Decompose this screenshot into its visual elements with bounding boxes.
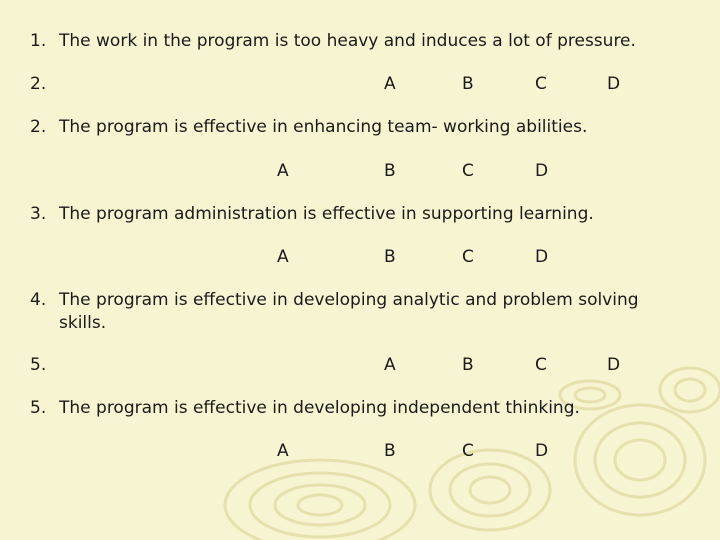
item-text: The program is effective in enhancing team- working abilities.	[59, 117, 588, 137]
option-a[interactable]: A	[384, 355, 396, 375]
option-b[interactable]: B	[384, 161, 396, 181]
option-b[interactable]: B	[384, 247, 396, 267]
option-d[interactable]: D	[607, 355, 621, 375]
option-d[interactable]: D	[535, 161, 549, 181]
item-number: 4.	[30, 290, 47, 310]
option-c[interactable]: C	[462, 161, 474, 181]
option-c[interactable]: C	[535, 355, 547, 375]
item-text: The work in the program is too heavy and induces a lot of pressure.	[59, 31, 636, 51]
option-a[interactable]: A	[384, 74, 396, 94]
item-number: 2.	[30, 74, 47, 94]
item-number: 3.	[30, 204, 47, 224]
option-a[interactable]: A	[277, 247, 289, 267]
option-d[interactable]: D	[607, 74, 621, 94]
option-b[interactable]: B	[462, 355, 474, 375]
item-number: 2.	[30, 117, 47, 137]
item-text: The program is effective in developing analytic and problem solving	[59, 290, 639, 310]
option-c[interactable]: C	[462, 441, 474, 461]
item-number: 5.	[30, 355, 47, 375]
option-d[interactable]: D	[535, 441, 549, 461]
option-c[interactable]: C	[462, 247, 474, 267]
option-c[interactable]: C	[535, 74, 547, 94]
item-number: 1.	[30, 31, 47, 51]
option-b[interactable]: B	[462, 74, 474, 94]
option-b[interactable]: B	[384, 441, 396, 461]
option-a[interactable]: A	[277, 161, 289, 181]
option-a[interactable]: A	[277, 441, 289, 461]
option-d[interactable]: D	[535, 247, 549, 267]
item-text: The program is effective in developing independent thinking.	[59, 398, 580, 418]
item-text-continued: skills.	[59, 313, 107, 333]
item-number: 5.	[30, 398, 47, 418]
item-text: The program administration is effective in supporting learning.	[59, 204, 594, 224]
